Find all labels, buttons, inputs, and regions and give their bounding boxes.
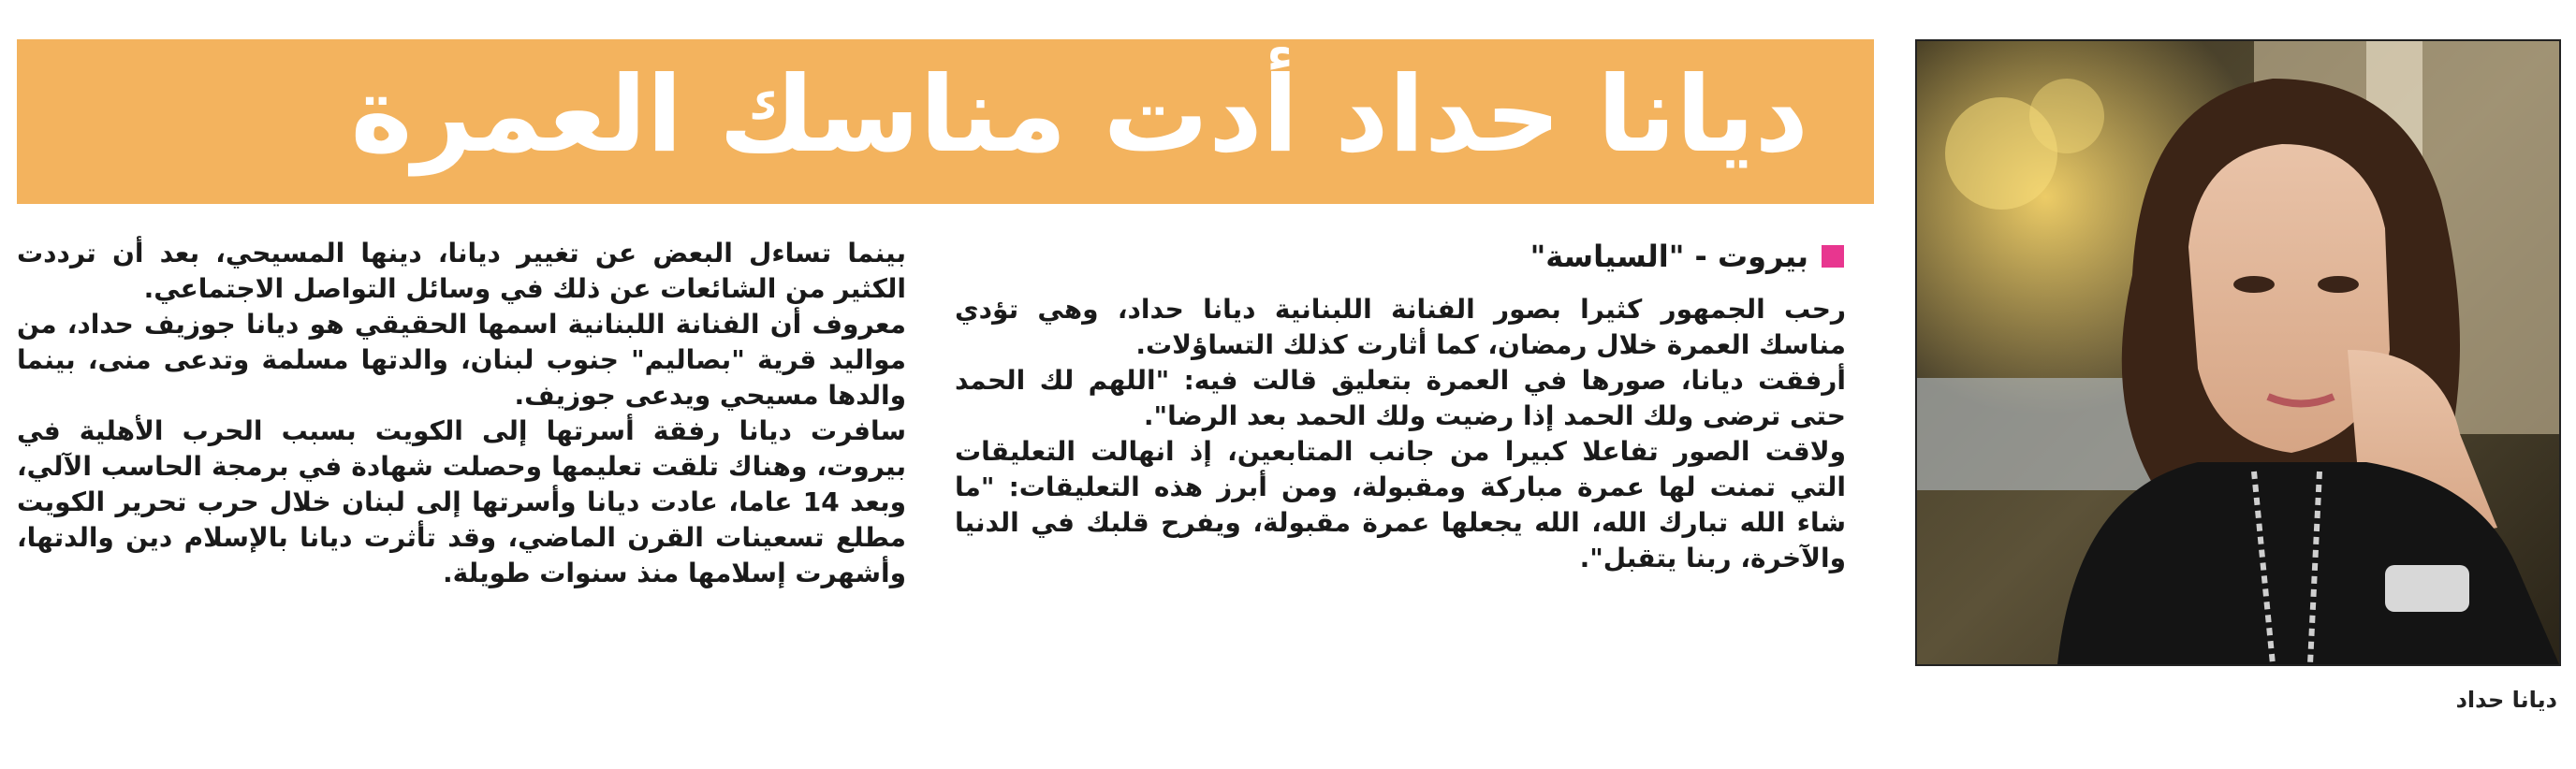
paragraph: رحب الجمهور كثيرا بصور الفنانة اللبنانية ديانا حداد، وهي تؤدي مناسك العمرة خلال رمضان، كما أثارت كذلك التساؤلات. <box>955 294 1846 360</box>
headline: ديانا حداد أدت مناسك العمرة <box>350 54 1808 176</box>
paragraph: بينما تساءل البعض عن تغيير ديانا، دينها المسيحي، بعد أن ترددت الكثير من الشائعات عن ذلك في وسائل التواصل الاجتماعي. <box>17 238 906 304</box>
article-column-right <box>955 292 1846 576</box>
photo-caption: ديانا حداد <box>2455 687 2557 713</box>
article-column-left <box>17 236 906 591</box>
dateline <box>1530 236 1844 277</box>
paragraph: سافرت ديانا رفقة أسرتها إلى الكويت بسبب الحرب الأهلية في بيروت، وهناك تلقت تعليمها وحصلت شهادة في برمجة الحاسب الآلي، وبعد 14 عاما، عادت ديانا وأسرتها إلى لبنان خلال حرب تحرير الكويت مطلع تسعينات القرن الماضي، وقد تأثرت ديانا بالإسلام دين والدتها، وأشهرت إسلامها منذ سنوات طويلة. <box>17 415 906 588</box>
dateline-bullet <box>1822 245 1844 268</box>
headline-banner <box>17 39 1874 204</box>
dateline-text: بيروت - "السياسة" <box>1530 239 1808 274</box>
paragraph: ولاقت الصور تفاعلا كبيرا من جانب المتابعين، إذ انهالت التعليقات التي تمنت لها عمرة مباركة ومقبولة، ومن أبرز هذه التعليقات: "ما شاء الله تبارك الله، الله يجعلها عمرة مقبولة، ويفرح قلبك في الدنيا والآخرة، ربنا يتقبل". <box>955 436 1846 573</box>
article-photo <box>1915 39 2561 666</box>
paragraph: أرفقت ديانا، صورها في العمرة بتعليق قالت فيه: "اللهم لك الحمد حتى ترضى ولك الحمد إذا رضيت ولك الحمد بعد الرضا". <box>955 365 1846 431</box>
paragraph: معروف أن الفنانة اللبنانية اسمها الحقيقي هو ديانا جوزيف حداد، من مواليد قرية "بصاليم" جنوب لبنان، والدتها مسلمة وتدعى منى، بينما والدها مسيحي ويدعى جوزيف. <box>17 309 906 411</box>
